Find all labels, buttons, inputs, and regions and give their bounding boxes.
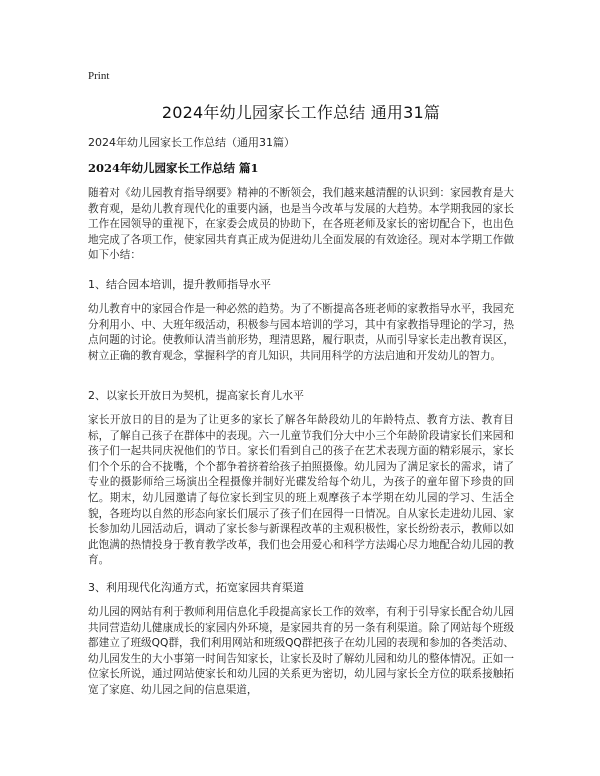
section-title: 2024年幼儿园家长工作总结 篇1 [88,161,259,175]
document-subtitle: 2024年幼儿园家长工作总结（通用31篇） [88,136,295,149]
paragraph-3: 幼儿园的网站有利于教师利用信息化手段提高家长工作的效率，有利于引导家长配合幼儿园共同营造幼儿健康成长的家园内外环境，是家园共育的另一条有利渠道。除了网站每个班级都建立了班级QQ群，我们利用网站和班级QQ群把孩子在幼儿园的表现和参加的各类活动、幼儿园发生的大小事第一时间告知家长，让家长及时了解幼儿园和幼儿的整体情况。正如一位家长所说，通过网站使家长和幼儿园的关系更为密切，幼儿园与家长全方位的联系接触拓宽了家庭、幼儿园之间的信息渠道， [88,606,514,696]
heading-2: 2、以家长开放日为契机，提高家长育儿水平 [88,389,304,402]
heading-1: 1、结合园本培训，提升教师指导水平 [88,278,271,291]
paragraph-2: 家长开放日的目的是为了让更多的家长了解各年龄段幼儿的年龄特点、教育方法、教育目标，了解自己孩子在群体中的表现。六一儿童节我们分大中小三个年龄阶段请家长们来园和孩子们一起共同庆祝他们的节日。家长们看到自己的孩子在艺术表现方面的精彩展示，家长们个个乐的合不拢嘴，个个都争着挤着给孩子拍照摄像。幼儿园为了满足家长的需求，请了专业的摄影师给三场演出全程摄像并制好光碟发给每个幼儿，为孩子的童年留下珍贵的回忆。期末，幼儿园邀请了每位家长到宝贝的班上观摩孩子本学期在幼儿园的学习、生活全貌，各班均以自然的形态向家长们展示了孩子们在园得一日情况。自从家长走进幼儿园、家长参加幼儿园活动后，调动了家长参与新课程改革的主观积极性，家长纷纷表示，教师以如此饱满的热情投身于教育教学改革，我们也会用爱心和科学方法竭心尽力地配合幼儿园的教育。 [88,414,514,567]
print-link[interactable]: Print [88,70,110,82]
page-title: 2024年幼儿园家长工作总结 通用31篇 [161,103,441,122]
intro-paragraph: 随着对《幼儿园教育指导纲要》精神的不断领会，我们越来越清醒的认识到：家园教育是大教育观，是幼儿教育现代化的重要内涵，也是当今改革与发展的大趋势。本学期我园的家长工作在园领导的重视下，在家委会成员的协助下，在各班老师及家长的密切配合下，也出色地完成了各项工作，使家园共育真正成为促进幼儿全面发展的有效途径。现对本学期工作做如下小结： [88,187,514,262]
heading-3: 3、利用现代化沟通方式，拓宽家园共育渠道 [88,581,304,594]
paragraph-1: 幼儿教育中的家园合作是一种必然的趋势。为了不断提高各班老师的家教指导水平，我园充分利用小、中、大班年级活动，积极参与园本培训的学习，其中有家教指导理论的学习，热点问题的讨论。使教师认清当前形势，理清思路，履行职责，从而引导家长走出教育误区，树立正确的教育观念，掌握科学的育儿知识，共同用科学的方法启迪和开发幼儿的智力。 [88,303,514,362]
